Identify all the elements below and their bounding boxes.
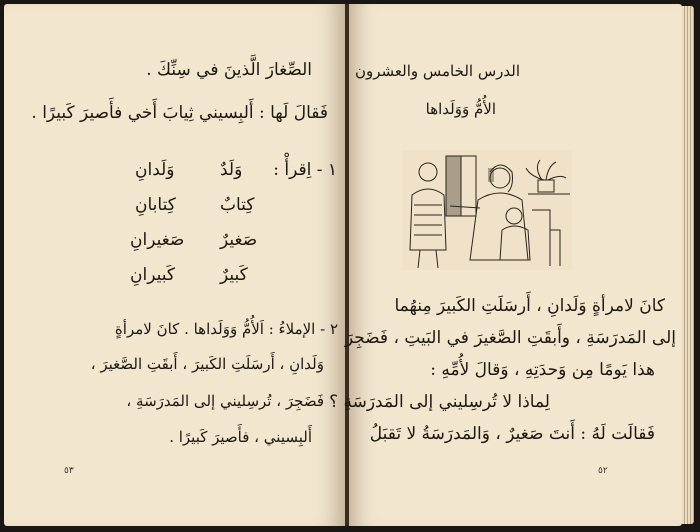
ex1-word-r4-c2: كَبيرانِ	[130, 265, 175, 285]
book-gutter	[345, 4, 349, 526]
ex1-word-r2-c2: كِتابانِ	[135, 195, 176, 215]
ex1-word-r1-c2: وَلَدانِ	[135, 160, 175, 180]
exercise-1-marker: ١ - اِقرأْ :	[273, 160, 337, 180]
book-spread	[4, 4, 694, 526]
page-edges	[682, 6, 694, 524]
exercise-2-line-2: وَلَدانِ ، أَرسَلَتِ الكَبيرَ ، أَبقَتِ الصَّغيرَ ،	[90, 355, 324, 373]
ex1-word-r4-c1: كَبيرٌ	[220, 265, 248, 285]
lesson-subtitle: الأُمُّ وَوَلَداها	[425, 100, 496, 118]
left-line-1: الصِّغارَ الَّذينَ في سِنِّكَ .	[146, 60, 312, 80]
exercise-2-line-3: فَضَجِرَ ، تُرسِليني إلى المَدرَسَةِ ،	[126, 392, 324, 410]
left-page-number: ٥٣	[64, 466, 74, 476]
left-line-2: فَقالَ لَها : أَلبِسيني ثِيابَ أَخي فأَصيرَ كَبيرًا .	[31, 103, 328, 123]
paragraph-line-1: كانَ لامرأةٍ وَلَدانِ ، أَرسَلَتِ الكَبيرَ مِنهُما	[394, 296, 665, 316]
paragraph-line-2: إلى المَدرَسَةِ ، وأَبقَتِ الصَّغيرَ في البَيتِ ، فَضَجِرَ	[344, 328, 676, 348]
paragraph-line-3: هذا يَومًا مِن وَحدَتِهِ ، وَقالَ لأُمِّهِ :	[430, 360, 655, 380]
paragraph-line-5: فَقالَت لَهُ : أَنتَ صَغيرٌ ، وَالمَدرَسَةُ لا تَقبَلُ	[369, 424, 655, 444]
exercise-2-line-4: أَلبِسيني ، فأَصيرَ كَبيرًا .	[169, 428, 312, 446]
right-page-number: ٥٢	[598, 466, 608, 476]
mother-and-sons-illustration	[402, 150, 572, 270]
paragraph-line-4: لِماذا لا تُرسِليني إلى المَدرَسَةِ ؟	[329, 392, 550, 412]
ex1-word-r3-c2: صَغيرانِ	[130, 230, 185, 250]
ex1-word-r2-c1: كِتابٌ	[220, 195, 255, 215]
ex1-word-r3-c1: صَغيرٌ	[220, 230, 258, 250]
exercise-2-line-1: ٢ - الإملاءُ : اَلأُمُّ وَوَلَداها . كانَ لامرأةٍ	[114, 320, 338, 338]
ex1-word-r1-c1: وَلَدٌ	[220, 160, 243, 180]
lesson-title: الدرس الخامس والعشرون	[355, 62, 520, 80]
